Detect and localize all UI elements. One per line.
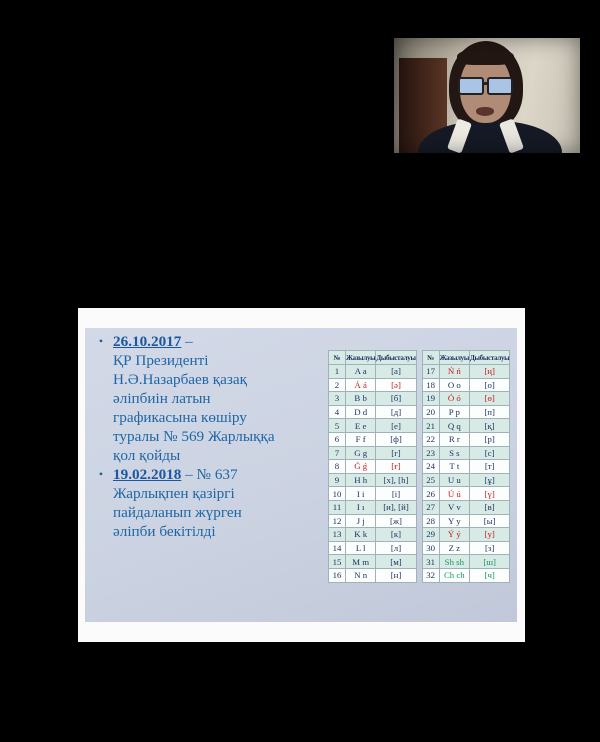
table-cell: 26	[422, 487, 439, 501]
table-row	[422, 446, 510, 460]
bullet-line: пайдаланып жүрген	[113, 504, 242, 521]
table-cell: 27	[422, 500, 439, 514]
table-cell: [а]	[376, 365, 416, 379]
table-cell: 32	[422, 568, 439, 582]
header-row	[329, 351, 417, 365]
bullet-text	[113, 465, 242, 541]
bullet-line: Н.Ә.Назарбаев қазақ	[113, 371, 247, 388]
table-cell: [м]	[376, 555, 416, 569]
presentation-slide	[78, 308, 525, 642]
table-cell: J j	[346, 514, 376, 528]
table-cell: [х], [h]	[376, 473, 416, 487]
table-cell: I ı	[346, 500, 376, 514]
header-row	[422, 351, 510, 365]
table-cell: 12	[329, 514, 346, 528]
table-cell: 24	[422, 460, 439, 474]
table-cell: [ғ]	[376, 460, 416, 474]
table-cell: Sh sh	[439, 555, 469, 569]
table-cell: T t	[439, 460, 469, 474]
table-row	[422, 514, 510, 528]
table-row	[422, 487, 510, 501]
table-cell: [і]	[376, 487, 416, 501]
table-row	[422, 365, 510, 379]
table-cell: 5	[329, 419, 346, 433]
table-cell: 31	[422, 555, 439, 569]
table-cell: [қ]	[470, 419, 510, 433]
table-cell: [р]	[470, 432, 510, 446]
table-cell: 1	[329, 365, 346, 379]
table-cell: Ú ú	[439, 487, 469, 501]
table-cell: G g	[346, 446, 376, 460]
table-cell: [и], [й]	[376, 500, 416, 514]
table-cell: 8	[329, 460, 346, 474]
table-cell: [н]	[376, 568, 416, 582]
bullet-marker: •	[98, 467, 104, 481]
table-cell: 3	[329, 392, 346, 406]
bullet-date: 26.10.2017	[113, 333, 182, 350]
table-cell: A a	[346, 365, 376, 379]
table-cell: N n	[346, 568, 376, 582]
table-cell: [в]	[470, 500, 510, 514]
table-cell: H h	[346, 473, 376, 487]
table-cell: 10	[329, 487, 346, 501]
table-cell: [с]	[470, 446, 510, 460]
table-cell: 20	[422, 405, 439, 419]
table-cell: 6	[329, 432, 346, 446]
table-cell: [е]	[376, 419, 416, 433]
column-header: №	[329, 351, 346, 365]
table-cell: U u	[439, 473, 469, 487]
column-header: Жазылуы	[439, 351, 469, 365]
bullet-item	[89, 465, 329, 541]
table-cell: [ө]	[470, 392, 510, 406]
table-cell: 25	[422, 473, 439, 487]
table-row	[422, 405, 510, 419]
table-row	[422, 528, 510, 542]
table-cell: [ж]	[376, 514, 416, 528]
bullet-date-suffix: –	[181, 333, 193, 350]
table-cell: 29	[422, 528, 439, 542]
table-cell: M m	[346, 555, 376, 569]
table-cell: [ш]	[470, 555, 510, 569]
bullet-text	[113, 332, 275, 465]
table-row	[329, 432, 417, 446]
table-cell: 21	[422, 419, 439, 433]
table-cell: [д]	[376, 405, 416, 419]
table-cell: Á á	[346, 378, 376, 392]
table-row	[329, 555, 417, 569]
table-cell: O o	[439, 378, 469, 392]
table-row	[422, 432, 510, 446]
table-cell: [л]	[376, 541, 416, 555]
table-cell: 2	[329, 378, 346, 392]
table-cell: Ý ý	[439, 528, 469, 542]
table-row	[329, 541, 417, 555]
table-row	[329, 378, 417, 392]
column-header: №	[422, 351, 439, 365]
table-cell: Z z	[439, 541, 469, 555]
table-row	[422, 473, 510, 487]
video-vignette	[394, 38, 580, 153]
table-row	[422, 568, 510, 582]
table-cell: 13	[329, 528, 346, 542]
table-cell: 15	[329, 555, 346, 569]
table-cell: B b	[346, 392, 376, 406]
table-cell: 17	[422, 365, 439, 379]
table-cell: [к]	[376, 528, 416, 542]
table-row	[329, 514, 417, 528]
table-cell: 23	[422, 446, 439, 460]
table-row	[329, 528, 417, 542]
slide-content	[85, 328, 517, 622]
bullet-line: туралы № 569 Жарлыққа	[113, 428, 275, 445]
table-cell: 18	[422, 378, 439, 392]
table-cell: I i	[346, 487, 376, 501]
table-cell: P p	[439, 405, 469, 419]
table-cell: Ń ń	[439, 365, 469, 379]
table-cell: 9	[329, 473, 346, 487]
bullet-item	[89, 332, 329, 465]
table-cell: 14	[329, 541, 346, 555]
table-cell: V v	[439, 500, 469, 514]
table-cell: Q q	[439, 419, 469, 433]
bullet-line: графикасына көшіру	[113, 409, 247, 426]
table-cell: S s	[439, 446, 469, 460]
alphabet-table-left	[328, 350, 417, 583]
bullet-line: ҚР Президенті	[113, 352, 209, 369]
table-cell: 28	[422, 514, 439, 528]
webcam-video	[394, 38, 580, 153]
bullet-line: әліпбиін латын	[113, 390, 211, 407]
table-row	[329, 405, 417, 419]
table-cell: [ф]	[376, 432, 416, 446]
table-cell: [т]	[470, 460, 510, 474]
table-cell: [ү]	[470, 487, 510, 501]
bullet-date: 19.02.2018	[113, 466, 182, 483]
table-cell: [п]	[470, 405, 510, 419]
table-row	[329, 419, 417, 433]
table-cell: [о]	[470, 378, 510, 392]
table-cell: 11	[329, 500, 346, 514]
table-cell: Ó ó	[439, 392, 469, 406]
table-cell: 16	[329, 568, 346, 582]
bullet-line: әліпби бекітілді	[113, 523, 216, 540]
bullet-date-suffix: – № 637	[181, 466, 238, 483]
table-row	[329, 568, 417, 582]
table-cell: 7	[329, 446, 346, 460]
table-row	[329, 500, 417, 514]
table-row	[422, 500, 510, 514]
table-cell: [у]	[470, 528, 510, 542]
table-cell: 4	[329, 405, 346, 419]
table-row	[422, 392, 510, 406]
table-cell: 22	[422, 432, 439, 446]
table-row	[422, 460, 510, 474]
table-row	[329, 365, 417, 379]
bullet-line: қол қойды	[113, 447, 181, 464]
table-cell: Y y	[439, 514, 469, 528]
table-row	[329, 460, 417, 474]
column-header: Дыбысталуы	[376, 351, 416, 365]
table-cell: [ч]	[470, 568, 510, 582]
table-cell: [г]	[376, 446, 416, 460]
table-row	[329, 487, 417, 501]
bullet-marker: •	[98, 334, 104, 348]
alphabet-table-right	[422, 350, 511, 583]
table-cell: Ǵ ǵ	[346, 460, 376, 474]
table-cell: [ы]	[470, 514, 510, 528]
table-cell: F f	[346, 432, 376, 446]
table-cell: 19	[422, 392, 439, 406]
table-row	[422, 541, 510, 555]
table-cell: [ә]	[376, 378, 416, 392]
column-header: Дыбысталуы	[470, 351, 510, 365]
table-cell: 30	[422, 541, 439, 555]
table-cell: K k	[346, 528, 376, 542]
table-row	[329, 446, 417, 460]
column-header: Жазылуы	[346, 351, 376, 365]
bullet-line: Жарлықпен қазіргі	[113, 485, 235, 502]
table-row	[422, 419, 510, 433]
table-row	[329, 473, 417, 487]
table-cell: E e	[346, 419, 376, 433]
alphabet-table-group	[328, 350, 510, 583]
table-cell: D d	[346, 405, 376, 419]
bullet-list	[89, 332, 329, 541]
table-row	[422, 555, 510, 569]
table-cell: [ң]	[470, 365, 510, 379]
table-row	[329, 392, 417, 406]
table-row	[422, 378, 510, 392]
table-cell: [ұ]	[470, 473, 510, 487]
table-cell: L l	[346, 541, 376, 555]
table-cell: [з]	[470, 541, 510, 555]
table-cell: R r	[439, 432, 469, 446]
table-cell: [б]	[376, 392, 416, 406]
table-cell: Ch ch	[439, 568, 469, 582]
